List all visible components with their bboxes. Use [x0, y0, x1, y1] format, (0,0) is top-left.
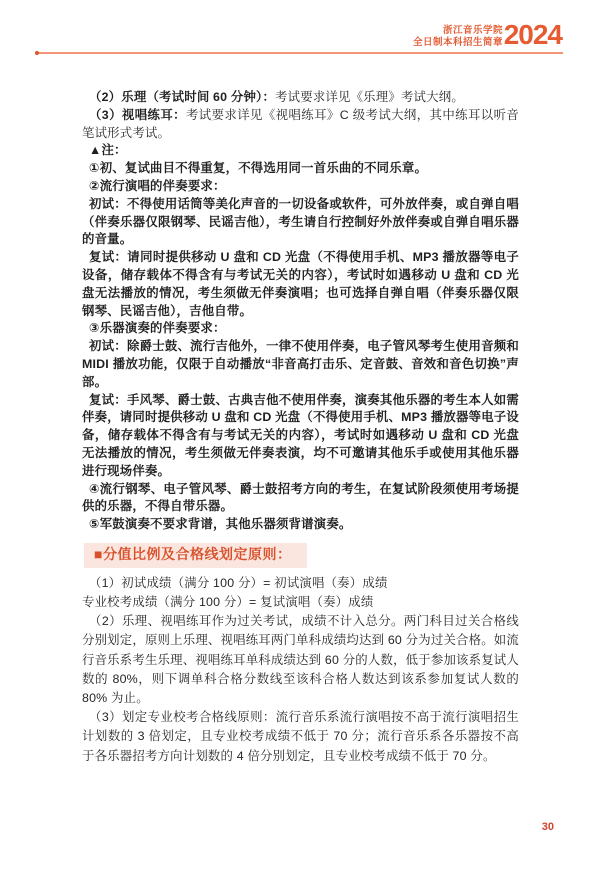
note-item-4: ④流行钢琴、电子管风琴、爵士鼓招考方向的考生，在复试阶段须使用考场提供的乐器，不得自带乐器。	[82, 481, 519, 514]
paragraph-exam-2	[82, 89, 519, 107]
note-item-2-first-round: 初试：不得使用话筒等美化声音的一切设备或软件，可外放伴奏，或自弹自唱（伴奏乐器仅限钢琴、民谣吉他），考生请自行控制好外放伴奏或自弹自唱乐器的音量。	[82, 196, 519, 247]
header-school-name: 浙江音乐学院	[442, 25, 503, 36]
note-item-1: ①初、复试曲目不得重复，不得选用同一首乐曲的不同乐章。	[89, 161, 428, 176]
header-rule-line	[37, 52, 563, 54]
paragraph-text: 考试要求详见《乐理》考试大纲。	[275, 90, 464, 104]
note-item-3-first-round: 初试：除爵士鼓、流行吉他外，一律不使用伴奏，电子管风琴考生使用音频和 MIDI 播放功能，仅限于自动播放“非音高打击乐、定音鼓、音效和音色切换”声部。	[82, 339, 519, 389]
header-brand	[413, 25, 503, 48]
header-brochure-title: 全日制本科招生简章	[412, 36, 503, 48]
paragraph-bold-prefix: （3）视唱练耳：	[89, 107, 186, 122]
score-rule-3: （3）划定专业校考合格线原则：流行音乐系流行演唱按不高于流行演唱招生计划数的 3 倍划定，且专业校考成绩不低于 70 分；流行音乐系各乐器按不高于各乐器招考方向计划数的 4 倍分别划定，且专业校考成绩不低于 70 分。	[82, 710, 519, 763]
score-rules-section	[82, 574, 519, 766]
notes-title: ▲注：	[89, 143, 127, 158]
note-item-3-second-round: 复试：手风琴、爵士鼓、古典吉他不使用伴奏，演奏其他乐器的考生本人如需伴奏，请同时提供移动 U 盘和 CD 光盘（不得使用手机、MP3 播放器等电子设备，储存载体不得含有与考试无关的内容），考试时如遇移动 U 盘和 CD 光盘无法播放的情况，考生须做无伴奏表演，均不可邀请其他乐手或使用其他乐器进行现场伴奏。	[82, 392, 519, 478]
score-rule-2: （2）乐理、视唱练耳作为过关考试，成绩不计入总分。两门科目过关合格线分别划定，原则上乐理、视唱练耳两门单科成绩均达到 60 分为过关合格。如流行音乐系考生乐理、视唱练耳单科成绩达到 60 分的人数，低于参加该系复试人数的 80%，则下调单科合格分数线至该科合格人数达到该系参加复试人数的 80% 为止。	[82, 614, 519, 705]
paragraph-text: 考试要求详见《视唱练耳》C 级考试大纲，其中练耳以听音笔试形式考试。	[82, 107, 519, 140]
section-heading-score-rules	[84, 543, 307, 568]
score-rule-1: （1）初试成绩（满分 100 分）= 初试演唱（奏）成绩	[89, 575, 388, 590]
score-rule-1b: 专业校考成绩（满分 100 分）= 复试演唱（奏）成绩	[82, 594, 374, 609]
note-item-5: ⑤军鼓演奏不要求背谱，其他乐器须背谱演奏。	[89, 517, 352, 532]
note-item-2-second-round: 复试：请同时提供移动 U 盘和 CD 光盘（不得使用手机、MP3 播放器等电子设备，储存载体不得含有与考试无关的内容），考试时如遇移动 U 盘和 CD 光盘无法播放的情况，考生须做无伴奏演唱；也可选择自弹自唱（伴奏乐器仅限钢琴、民谣吉他），吉他自带。	[82, 250, 519, 318]
paragraph-exam-3	[82, 107, 519, 143]
page-number: 30	[541, 821, 554, 833]
page-body	[82, 89, 519, 766]
note-item-3: ③乐器演奏的伴奏要求：	[89, 321, 226, 336]
note-item-2: ②流行演唱的伴奏要求：	[89, 178, 226, 193]
header-year: 2024	[503, 19, 562, 50]
section-heading-text: ■分值比例及合格线划定原则：	[94, 545, 292, 562]
paragraph-bold-prefix: （2）乐理（考试时间 60 分钟）：	[89, 90, 276, 104]
